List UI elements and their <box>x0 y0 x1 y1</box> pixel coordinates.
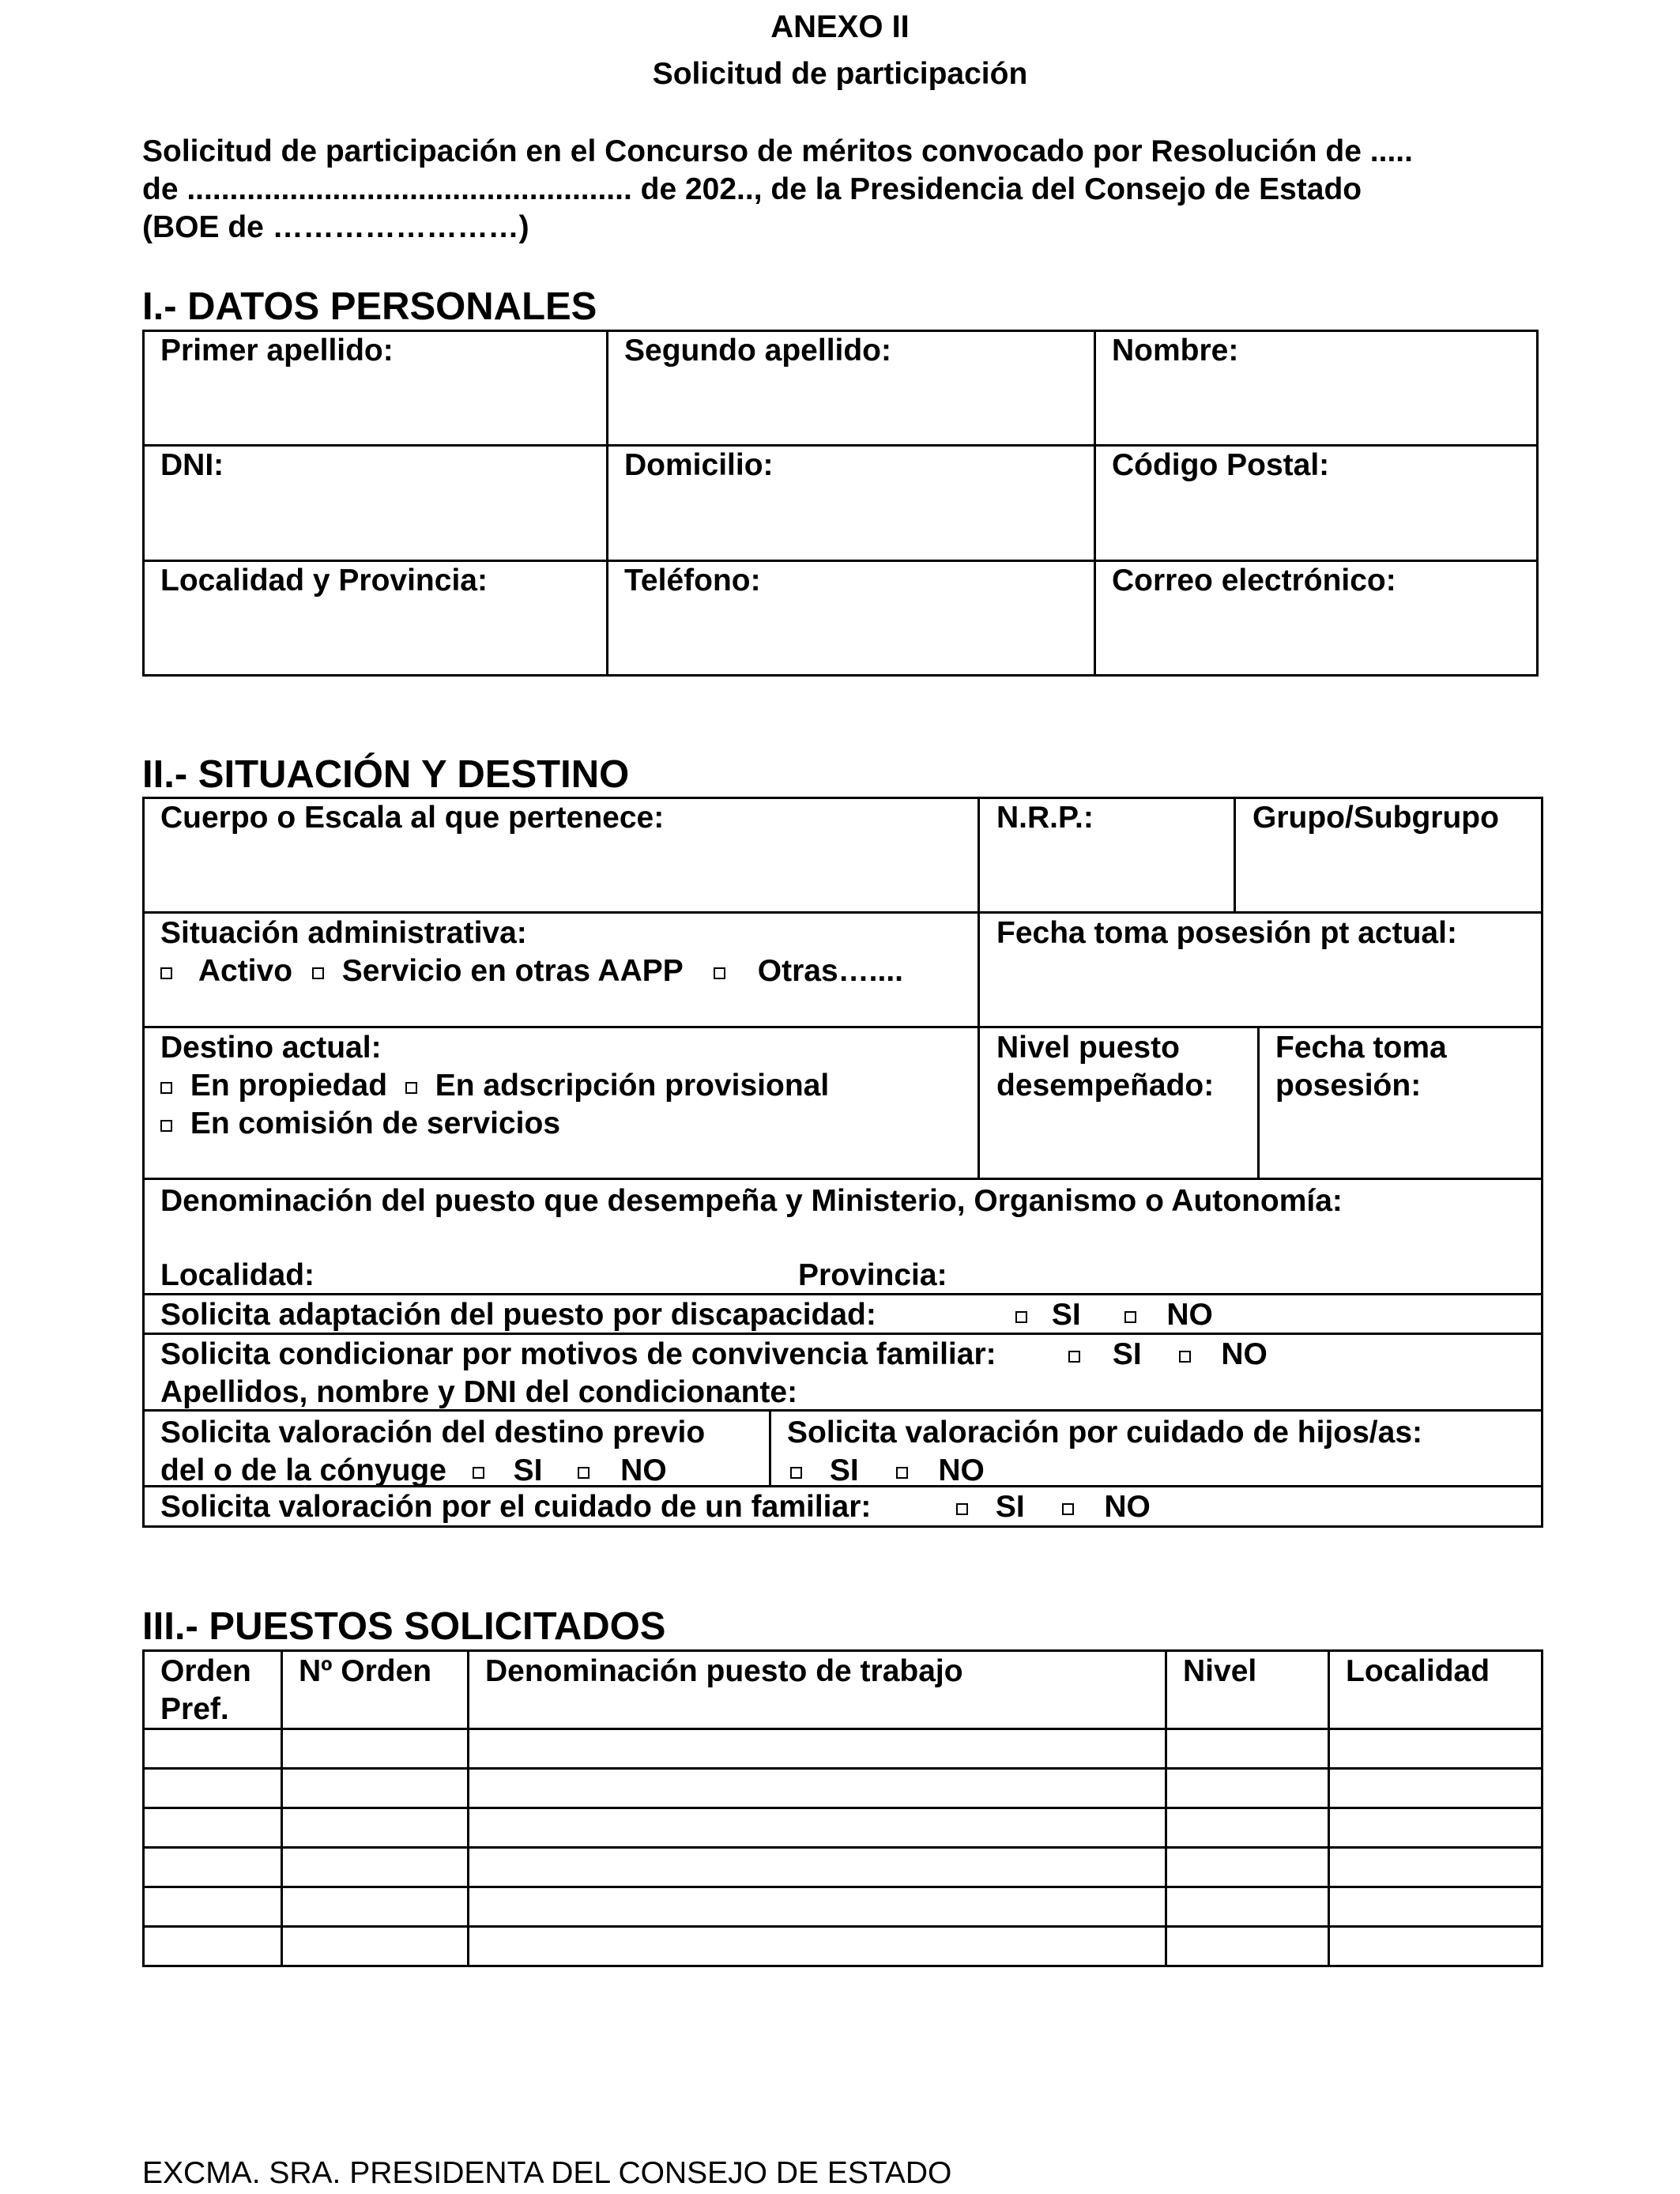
conyuge-no-checkbox[interactable] <box>578 1467 590 1479</box>
dni-field[interactable]: DNI: <box>160 448 224 482</box>
adaptacion-si-checkbox[interactable] <box>1015 1311 1027 1323</box>
en-comision-label: En comisión de servicios <box>190 1106 561 1140</box>
en-propiedad-label: En propiedad <box>190 1069 388 1103</box>
activo-checkbox[interactable] <box>160 967 172 979</box>
fecha-toma-label-2: posesión: <box>1275 1069 1422 1103</box>
col-orden-pref-1: Orden <box>160 1654 251 1688</box>
adaptacion-options <box>1015 1296 1213 1334</box>
section-puestos-title: III.- PUESTOS SOLICITADOS <box>142 1605 666 1648</box>
col-nivel: Nivel <box>1183 1654 1257 1688</box>
intro-line-1: Solicitud de participación en el Concurso de méritos convocado por Resolución de ..... <box>142 134 1413 168</box>
nivel-puesto-label-2: desempeñado: <box>996 1069 1215 1103</box>
destino-options-row2 <box>160 1105 560 1143</box>
annex-title: ANEXO II <box>770 9 910 44</box>
adaptacion-discapacidad-label: Solicita adaptación del puesto por discapacidad: <box>160 1298 876 1332</box>
familiar-no-label: NO <box>1104 1490 1151 1524</box>
cuerpo-escala-field[interactable]: Cuerpo o Escala al que pertenece: <box>160 801 665 835</box>
col-numero-orden: Nº Orden <box>299 1654 432 1688</box>
destino-options-row1 <box>160 1067 829 1105</box>
servicio-otras-aapp-checkbox[interactable] <box>312 967 324 979</box>
otras-label: Otras….... <box>757 954 903 988</box>
nivel-puesto-label-1[interactable]: Nivel puesto <box>996 1031 1180 1065</box>
condicionar-si-label: SI <box>1112 1337 1142 1371</box>
primer-apellido-field[interactable]: Primer apellido: <box>160 334 394 368</box>
segundo-apellido-field[interactable]: Segundo apellido: <box>624 334 891 368</box>
intro-line-2: de .................................................... de 202.., de la Presidencia del Consejo de Estado <box>142 172 1362 206</box>
conyuge-label-1: Solicita valoración del destino previo <box>160 1416 706 1449</box>
familiar-si-label: SI <box>995 1490 1025 1524</box>
conyuge-label-2: del o de la cónyuge <box>160 1453 446 1487</box>
servicio-otras-aapp-label: Servicio en otras AAPP <box>341 954 684 988</box>
col-orden-pref-2: Pref. <box>160 1692 229 1726</box>
adaptacion-no-checkbox[interactable] <box>1124 1311 1136 1323</box>
form-subtitle: Solicitud de participación <box>652 57 1028 91</box>
fecha-toma-label-1[interactable]: Fecha toma <box>1275 1031 1447 1065</box>
hijos-si-label: SI <box>829 1453 859 1487</box>
situacion-options <box>160 952 903 990</box>
condicionar-si-checkbox[interactable] <box>1068 1351 1080 1363</box>
familiar-label: Solicita valoración por el cuidado de un familiar: <box>160 1490 872 1524</box>
hijos-label: Solicita valoración por cuidado de hijos/as: <box>787 1416 1423 1449</box>
denominacion-puesto-field[interactable]: Denominación del puesto que desempeña y Ministerio, Organismo o Autonomía: <box>160 1184 1343 1218</box>
condicionar-no-label: NO <box>1221 1337 1268 1371</box>
conyuge-si-checkbox[interactable] <box>473 1467 484 1479</box>
fecha-toma-posesion-actual-field[interactable]: Fecha toma posesión pt actual: <box>996 916 1457 950</box>
en-adscripcion-label: En adscripción provisional <box>435 1069 830 1103</box>
adaptacion-no-label: NO <box>1166 1298 1213 1332</box>
grupo-subgrupo-field[interactable]: Grupo/Subgrupo <box>1252 801 1499 835</box>
intro-line-3: (BOE de ……………………) <box>142 210 529 244</box>
condicionante-field[interactable]: Apellidos, nombre y DNI del condicionante: <box>160 1375 798 1409</box>
section-situacion-title: II.- SITUACIÓN Y DESTINO <box>142 753 630 796</box>
hijos-options <box>790 1452 985 1490</box>
conyuge-no-label: NO <box>620 1453 667 1487</box>
conyuge-label-row <box>160 1452 667 1490</box>
conyuge-si-label: SI <box>513 1453 543 1487</box>
en-adscripcion-checkbox[interactable] <box>405 1082 417 1094</box>
correo-electronico-field[interactable]: Correo electrónico: <box>1112 564 1396 598</box>
en-propiedad-checkbox[interactable] <box>160 1082 172 1094</box>
destino-actual-label: Destino actual: <box>160 1031 382 1065</box>
situacion-administrativa-label: Situación administrativa: <box>160 916 527 950</box>
adaptacion-si-label: SI <box>1051 1298 1081 1332</box>
domicilio-field[interactable]: Domicilio: <box>624 448 774 482</box>
nrp-field[interactable]: N.R.P.: <box>996 801 1094 835</box>
section-personal-title: I.- DATOS PERSONALES <box>142 285 597 328</box>
nombre-field[interactable]: Nombre: <box>1112 334 1239 368</box>
familiar-si-checkbox[interactable] <box>956 1503 968 1515</box>
localidad-provincia-field[interactable]: Localidad y Provincia: <box>160 564 488 598</box>
otras-checkbox[interactable] <box>714 967 725 979</box>
condicionar-no-checkbox[interactable] <box>1179 1351 1191 1363</box>
col-localidad: Localidad <box>1346 1654 1490 1688</box>
familiar-no-checkbox[interactable] <box>1062 1503 1074 1515</box>
localidad-field[interactable]: Localidad: <box>160 1258 315 1292</box>
hijos-no-checkbox[interactable] <box>896 1467 908 1479</box>
activo-label: Activo <box>198 954 293 988</box>
condicionar-options <box>1068 1336 1268 1374</box>
telefono-field[interactable]: Teléfono: <box>624 564 761 598</box>
hijos-no-label: NO <box>938 1453 985 1487</box>
addressee: EXCMA. SRA. PRESIDENTA DEL CONSEJO DE ESTADO <box>142 2156 952 2190</box>
familiar-options <box>956 1488 1151 1526</box>
codigo-postal-field[interactable]: Código Postal: <box>1112 448 1330 482</box>
col-denominacion: Denominación puesto de trabajo <box>485 1654 963 1688</box>
provincia-field[interactable]: Provincia: <box>798 1258 947 1292</box>
en-comision-checkbox[interactable] <box>160 1120 172 1132</box>
condicionar-convivencia-label: Solicita condicionar por motivos de convivencia familiar: <box>160 1337 996 1371</box>
hijos-si-checkbox[interactable] <box>790 1467 802 1479</box>
